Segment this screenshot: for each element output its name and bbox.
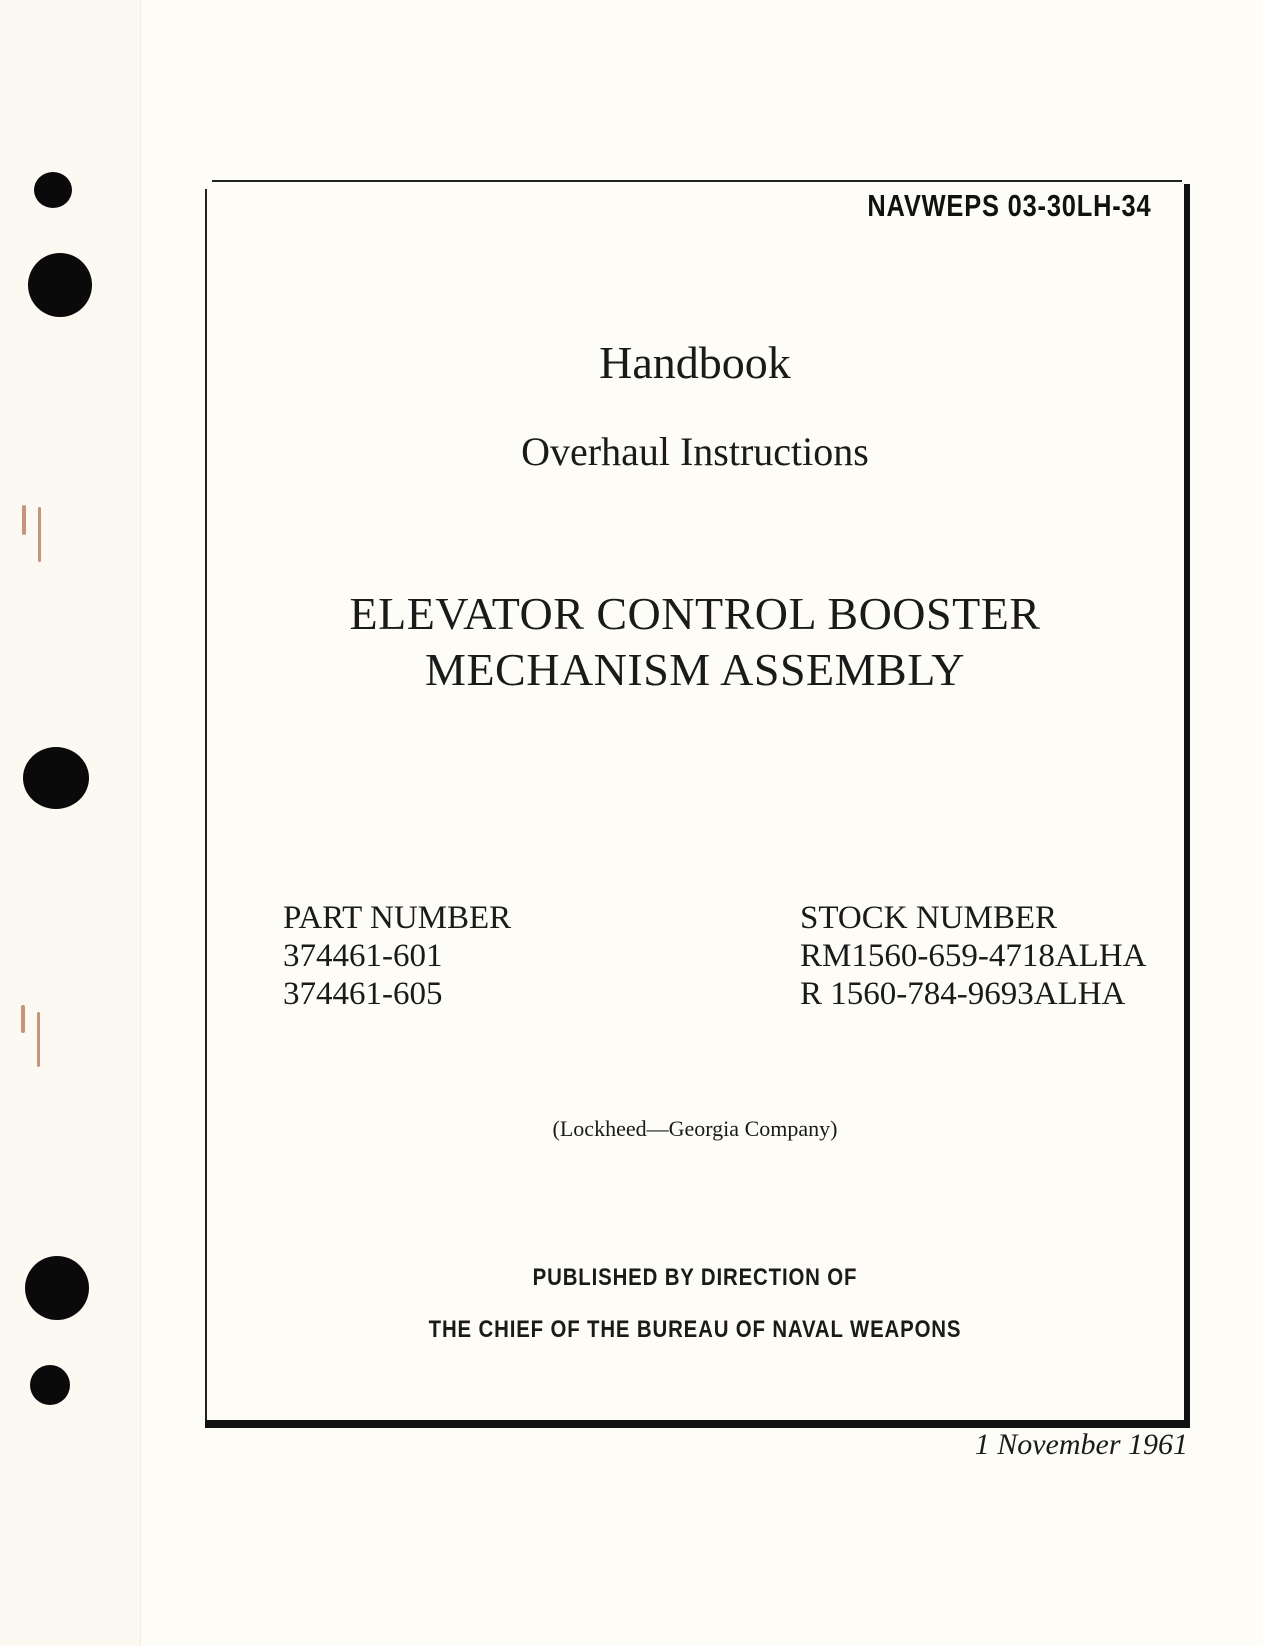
document-subtitle: Overhaul Instructions bbox=[521, 429, 869, 474]
punch-hole-4 bbox=[25, 1256, 89, 1320]
stock-number-value: RM1560-659-4718ALHA bbox=[800, 938, 1147, 974]
publisher-statement bbox=[205, 1252, 1185, 1356]
published-line-1: PUBLISHED BY DIRECTION OF bbox=[532, 1264, 858, 1291]
rust-stain bbox=[21, 1005, 25, 1033]
rust-stain bbox=[38, 507, 41, 562]
published-line-2: THE CHIEF OF THE BUREAU OF NAVAL WEAPONS bbox=[428, 1316, 962, 1343]
punch-hole-2 bbox=[28, 253, 92, 317]
publication-date: 1 November 1961 bbox=[974, 1428, 1188, 1461]
stock-number-block bbox=[800, 899, 1146, 1013]
part-number-heading: PART NUMBER bbox=[283, 900, 512, 936]
part-number-block bbox=[283, 899, 511, 1013]
binding-margin bbox=[0, 0, 141, 1646]
stock-number-value: R 1560-784-9693ALHA bbox=[800, 976, 1126, 1012]
title-line-2: MECHANISM ASSEMBLY bbox=[425, 644, 965, 695]
document-title bbox=[205, 586, 1185, 698]
frame-border-top bbox=[212, 180, 1182, 182]
punch-hole-1 bbox=[34, 172, 72, 208]
part-number-value: 374461-605 bbox=[283, 976, 443, 1012]
title-line-1: ELEVATOR CONTROL BOOSTER bbox=[349, 588, 1041, 639]
document-number: NAVWEPS 03-30LH-34 bbox=[866, 188, 1151, 223]
rust-stain bbox=[22, 505, 26, 535]
punch-hole-3 bbox=[23, 747, 89, 809]
company-name: (Lockheed—Georgia Company) bbox=[552, 1116, 838, 1141]
punch-hole-5 bbox=[30, 1365, 70, 1405]
rust-stain bbox=[37, 1012, 40, 1067]
part-number-value: 374461-601 bbox=[283, 938, 443, 974]
stock-number-heading: STOCK NUMBER bbox=[800, 900, 1058, 936]
handbook-label: Handbook bbox=[599, 337, 791, 388]
frame-border-bottom bbox=[205, 1420, 1190, 1428]
